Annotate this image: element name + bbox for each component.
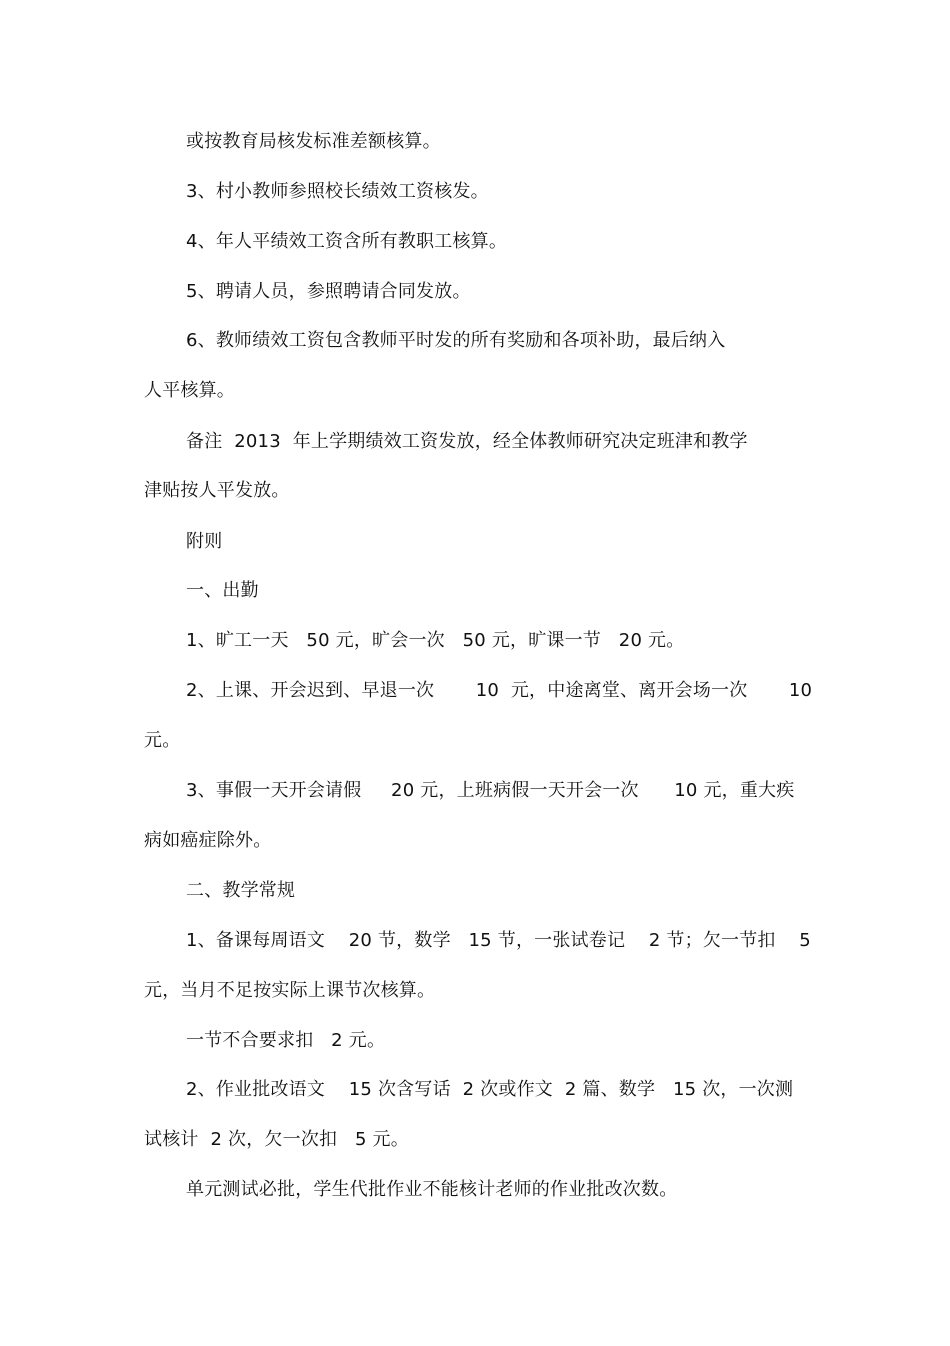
- paragraph-line: 3、村小教师参照校长绩效工资核发。: [186, 181, 489, 202]
- paragraph-line: 元。: [144, 730, 181, 751]
- paragraph-line: 元，当月不足按实际上课节次核算。: [144, 980, 436, 1001]
- paragraph-line: 2、作业批改语文 15 次含写话 2 次或作文 2 篇、数学 15 次，一次测: [186, 1079, 794, 1100]
- paragraph-line: 6、教师绩效工资包含教师平时发的所有奖励和各项补助，最后纳入: [186, 330, 726, 351]
- paragraph-line: 2、上课、开会迟到、早退一次 10 元，中途离堂、离开会场一次 10: [186, 680, 813, 701]
- paragraph-line: 试核计 2 次，欠一次扣 5 元。: [144, 1129, 409, 1150]
- section-heading: 二、教学常规: [186, 880, 296, 901]
- paragraph-line: 1、备课每周语文 20 节，数学 15 节，一张试卷记 2 节；欠一节扣 5: [186, 930, 811, 951]
- paragraph-line: 或按教育局核发标准差额核算。: [186, 131, 441, 152]
- paragraph-line: 4、年人平绩效工资含所有教职工核算。: [186, 231, 508, 252]
- paragraph-line: 1、旷工一天 50 元，旷会一次 50 元，旷课一节 20 元。: [186, 630, 685, 651]
- paragraph-line: 病如癌症除外。: [144, 830, 272, 851]
- paragraph-line: 人平核算。: [144, 380, 235, 401]
- section-heading: 附则: [186, 531, 223, 552]
- paragraph-line: 5、聘请人员，参照聘请合同发放。: [186, 281, 471, 302]
- paragraph-line: 单元测试必批，学生代批作业不能核计老师的作业批改次数。: [186, 1179, 678, 1200]
- paragraph-line: 一节不合要求扣 2 元。: [186, 1030, 386, 1051]
- paragraph-line: 3、事假一天开会请假 20 元，上班病假一天开会一次 10 元，重大疾: [186, 780, 795, 801]
- section-heading: 一、出勤: [186, 580, 259, 601]
- paragraph-line: 备注 2013 年上学期绩效工资发放，经全体教师研究决定班津和教学: [186, 431, 748, 452]
- paragraph-line: 津贴按人平发放。: [144, 480, 290, 501]
